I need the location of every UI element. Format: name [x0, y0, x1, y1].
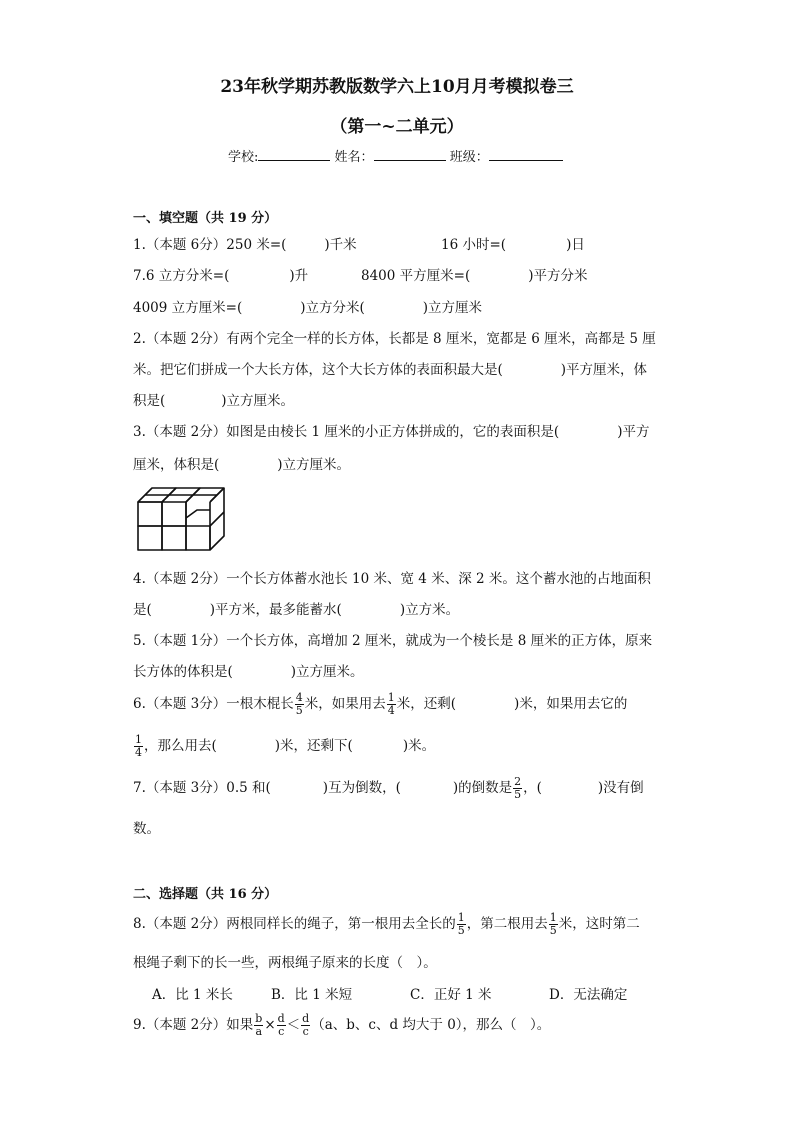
- q1-b-suffix: )日: [566, 237, 585, 253]
- q1-a-suffix: )千米: [324, 237, 357, 253]
- question-8-line-2: 根绳子剩下的长一些，两根绳子原来的长度（ ）。: [133, 955, 437, 971]
- q6-text-b: 米，如果用去: [304, 696, 386, 712]
- q6-text-a: 6.（本题 3分）一根木棍长: [133, 696, 294, 712]
- fraction-1-4: $\frac{1}{4}$: [387, 691, 395, 717]
- q6-text-c: 米，还剩(: [396, 696, 457, 712]
- q1-b-prefix: 16 小时=(: [441, 237, 507, 253]
- question-2-line-3: [133, 389, 294, 409]
- question-5-line-1: 5.（本题 1分）一个长方体，高增加 2 厘米，就成为一个棱长是 8 厘米的正方体，原来: [133, 633, 653, 649]
- q8-option-b[interactable]: B．比 1 米短: [271, 987, 353, 1003]
- school-label: 学校:: [228, 150, 259, 165]
- q3-line1-prefix: 3.（本题 2分）如图是由棱长 1 厘米的小正方体拼成的，它的表面积是(: [133, 424, 560, 440]
- q3-line2-prefix: 厘米，体积是(: [133, 457, 220, 473]
- question-2-line-2: [133, 358, 647, 378]
- fraction-4-5: $\frac{4}{5}$: [295, 691, 303, 717]
- q1-e-mid: )立方分米(: [300, 300, 365, 316]
- question-7-line-1: [133, 774, 644, 802]
- fraction-b-a: $\frac{b}{a}$: [255, 1012, 263, 1038]
- school-field[interactable]: [258, 148, 330, 161]
- class-field[interactable]: [489, 148, 563, 161]
- less-than-sign: ＜: [286, 1017, 301, 1033]
- section-heading-fill-blank: 一、填空题（共 19 分）: [133, 211, 278, 226]
- q2-line2-suffix: )平方厘米，体: [560, 362, 648, 378]
- q2-line3-suffix: )立方厘米。: [221, 393, 295, 409]
- q8-option-d[interactable]: D．无法确定: [549, 987, 628, 1003]
- q5-line2-prefix: 长方体的体积是(: [133, 664, 233, 680]
- question-6-line-2: [133, 732, 435, 760]
- q4-line2-prefix: 是(: [133, 602, 152, 618]
- question-1-line-1b: [441, 233, 585, 253]
- question-1-line-2: [133, 264, 308, 284]
- question-1-line-2b: [361, 264, 588, 284]
- question-4-line-2: [133, 598, 459, 618]
- q5-line2-suffix: )立方厘米。: [290, 664, 364, 680]
- q8-text-b: ，第二根用去: [466, 916, 548, 932]
- q8-option-a[interactable]: A．比 1 米长: [152, 987, 233, 1003]
- q7-text-c: )的倒数是: [452, 780, 513, 796]
- question-9-line-1: [133, 1011, 550, 1039]
- q6-line2-b: )米，还剩下(: [274, 738, 353, 754]
- q9-prefix: 9.（本题 2分）如果: [133, 1017, 254, 1033]
- q1-c-suffix: )升: [289, 268, 309, 284]
- fraction-1-4-b: $\frac{1}{4}$: [135, 733, 142, 759]
- student-info-row: [228, 146, 563, 165]
- q1-prefix: 1.（本题 6分）250 米=(: [133, 237, 287, 253]
- q1-c-prefix: 7.6 立方分米=(: [133, 268, 230, 284]
- q9-suffix: （a、b、c、d 均大于 0），那么（ ）。: [311, 1017, 551, 1033]
- fraction-1-5: $\frac{1}{5}$: [457, 911, 465, 937]
- times-sign: ×: [264, 1017, 276, 1033]
- question-6-line-1: [133, 690, 627, 718]
- question-1-line-3: [133, 296, 482, 316]
- q8-text-a: 8.（本题 2分）两根同样长的绳子，第一根用去全长的: [133, 916, 456, 932]
- q7-text-b: )互为倒数，(: [322, 780, 401, 796]
- q2-line2-prefix: 米。把它们拼成一个大长方体，这个大长方体的表面积最大是(: [133, 362, 503, 378]
- question-3-line-1: [133, 420, 649, 440]
- q4-line2-suffix: )立方米。: [399, 602, 460, 618]
- q6-text-d: )米，如果用去它的: [514, 696, 628, 712]
- q7-text-a: 7.（本题 3分）0.5 和(: [133, 780, 271, 796]
- fraction-1-5-b: $\frac{1}{5}$: [549, 911, 557, 937]
- q1-d-suffix: )平方分米: [528, 268, 588, 284]
- question-1-line-1: [133, 233, 357, 253]
- q7-text-e: )没有倒: [597, 780, 644, 796]
- q1-e-suffix: )立方厘米: [422, 300, 483, 316]
- question-3-line-2: [133, 453, 350, 473]
- question-8-line-1: [133, 910, 640, 938]
- q3-line1-suffix: )平方: [617, 424, 650, 440]
- class-label: 班级：: [449, 150, 489, 165]
- page-subtitle: （第一~二单元）: [330, 117, 464, 137]
- q6-line2-c: )米。: [402, 738, 436, 754]
- question-7-line-2: 数。: [133, 821, 160, 837]
- fraction-2-5: $\frac{2}{5}$: [514, 775, 522, 801]
- section-heading-multiple-choice: 二、选择题（共 16 分）: [133, 887, 278, 902]
- name-field[interactable]: [374, 148, 446, 161]
- fraction-d-c: $\frac{d}{c}$: [277, 1012, 285, 1038]
- name-label: 姓名：: [334, 150, 374, 165]
- question-5-line-2: [133, 660, 364, 680]
- q8-text-c: 米，这时第二: [558, 916, 640, 932]
- cube-figure: [133, 484, 233, 554]
- q1-d-prefix: 8400 平方厘米=(: [361, 268, 471, 284]
- question-2-line-1: 2.（本题 2分）有两个完全一样的长方体，长都是 8 厘米，宽都是 6 厘米，高都是 5 厘: [133, 331, 656, 347]
- page-title: 23年秋学期苏教版数学六上10月月考模拟卷三: [220, 77, 574, 97]
- q6-line2-a: ，那么用去(: [144, 738, 217, 754]
- question-4-line-1: 4.（本题 2分）一个长方体蓄水池长 10 米、宽 4 米、深 2 米。这个蓄水池的占地面积: [133, 571, 651, 587]
- q4-line2-mid: )平方米，最多能蓄水(: [209, 602, 342, 618]
- q1-e-prefix: 4009 立方厘米=(: [133, 300, 243, 316]
- q8-option-c[interactable]: C．正好 1 米: [410, 987, 492, 1003]
- q7-text-d: ，(: [523, 780, 542, 796]
- q3-line2-suffix: )立方厘米。: [277, 457, 351, 473]
- q2-line3-prefix: 积是(: [133, 393, 166, 409]
- fraction-d-c-b: $\frac{d}{c}$: [302, 1012, 310, 1038]
